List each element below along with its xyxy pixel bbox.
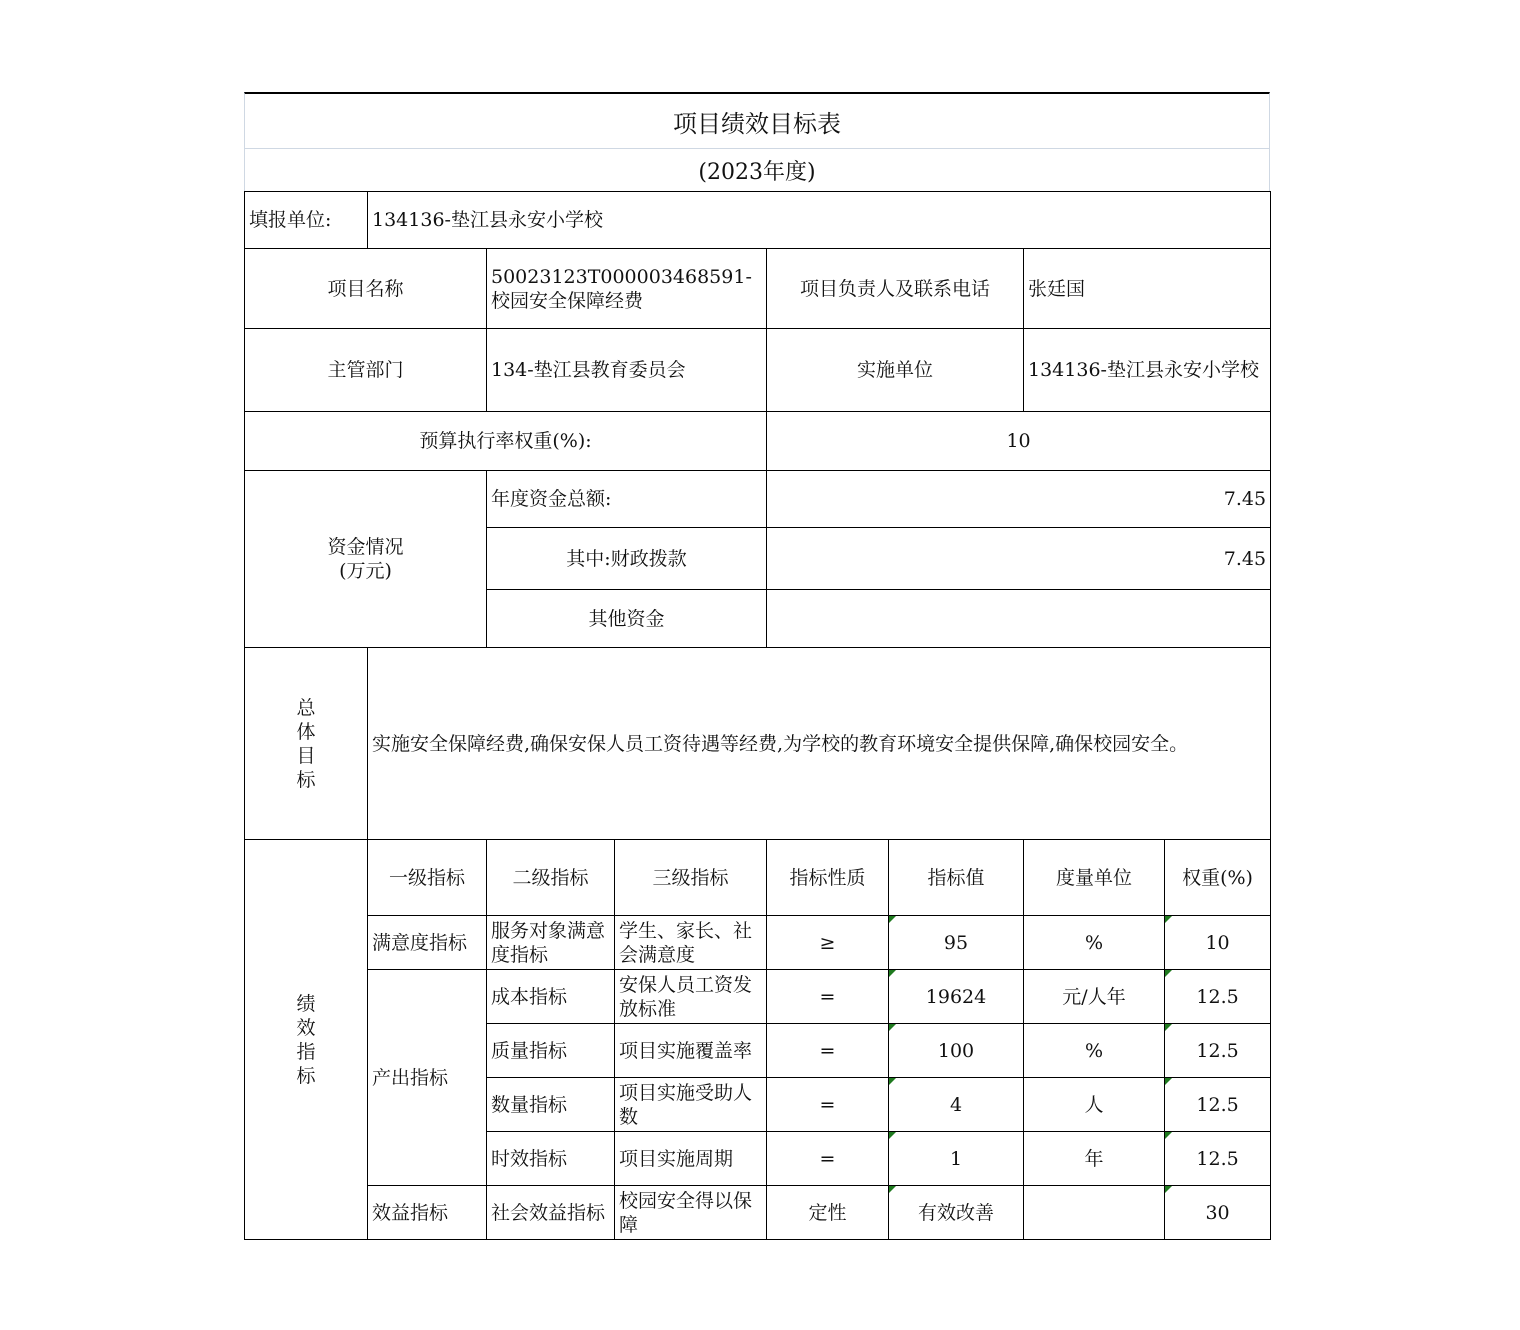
unit-cell: [1024, 1186, 1165, 1240]
goal-label: [245, 648, 368, 840]
value-cell: 1: [889, 1132, 1024, 1186]
indicators-label-char: 指: [296, 1040, 316, 1063]
nature-cell: =: [767, 970, 889, 1024]
table-row: [245, 916, 1271, 970]
level3-cell: 学生、家长、社会满意度: [615, 916, 767, 970]
nature-cell: =: [767, 1132, 889, 1186]
performance-target-sheet: [244, 92, 1270, 1240]
level1-cell: 效益指标: [368, 1186, 487, 1240]
unit-cell: %: [1024, 1024, 1165, 1078]
value-cell: 100: [889, 1024, 1024, 1078]
unit-cell: %: [1024, 916, 1165, 970]
weight-cell: 10: [1165, 916, 1271, 970]
funds-label-line2: (万元): [339, 560, 392, 582]
level3-cell: 项目实施周期: [615, 1132, 767, 1186]
level3-cell: 校园安全得以保障: [615, 1186, 767, 1240]
dept-value: 134-垫江县教育委员会: [487, 329, 767, 412]
fill-unit-value: 134136-垫江县永安小学校: [368, 192, 1271, 249]
value-cell: 4: [889, 1078, 1024, 1132]
indicators-label: [245, 840, 368, 1240]
goal-label-char: 标: [296, 768, 316, 791]
level2-cell: 成本指标: [487, 970, 615, 1024]
dept-label: 主管部门: [245, 329, 487, 412]
project-name-label: 项目名称: [245, 249, 487, 329]
goal-label-char: 体: [296, 720, 316, 743]
funds-label-line1: 资金情况: [327, 536, 404, 558]
funds-other-value: [767, 590, 1271, 648]
fill-unit-label: 填报单位:: [245, 192, 368, 249]
weight-cell: 12.5: [1165, 1078, 1271, 1132]
project-leader-value: 张廷国: [1024, 249, 1271, 329]
level1-cell: 产出指标: [368, 970, 487, 1186]
nature-cell: 定性: [767, 1186, 889, 1240]
nature-cell: ≥: [767, 916, 889, 970]
funds-total-label: 年度资金总额:: [487, 471, 767, 528]
header-unit: 度量单位: [1024, 840, 1165, 916]
level1-cell: 满意度指标: [368, 916, 487, 970]
level2-cell: 质量指标: [487, 1024, 615, 1078]
nature-cell: =: [767, 1078, 889, 1132]
goal-label-char: 总: [296, 696, 316, 719]
level2-cell: 社会效益指标: [487, 1186, 615, 1240]
funds-label: [245, 471, 487, 648]
weight-cell: 12.5: [1165, 1024, 1271, 1078]
value-cell: 95: [889, 916, 1024, 970]
funds-fiscal-label: 其中:财政拨款: [487, 528, 767, 590]
indicators-label-char: 效: [296, 1016, 316, 1039]
table-row: [245, 970, 1271, 1024]
budget-rate-label: 预算执行率权重(%):: [245, 412, 767, 471]
header-level3: 三级指标: [615, 840, 767, 916]
budget-rate-value: 10: [767, 412, 1271, 471]
target-table: [244, 191, 1271, 1240]
weight-cell: 12.5: [1165, 970, 1271, 1024]
year-subtitle: (2023年度): [244, 148, 1270, 191]
goal-text: 实施安全保障经费,确保安保人员工资待遇等经费,为学校的教育环境安全提供保障,确保校园安全。: [368, 648, 1271, 840]
level2-cell: 时效指标: [487, 1132, 615, 1186]
impl-unit-label: 实施单位: [767, 329, 1024, 412]
goal-label-char: 目: [296, 744, 316, 767]
indicators-label-char: 绩: [296, 992, 316, 1015]
header-value: 指标值: [889, 840, 1024, 916]
funds-total-value: 7.45: [767, 471, 1271, 528]
unit-cell: 年: [1024, 1132, 1165, 1186]
header-level2: 二级指标: [487, 840, 615, 916]
level2-cell: 数量指标: [487, 1078, 615, 1132]
unit-cell: 人: [1024, 1078, 1165, 1132]
header-nature: 指标性质: [767, 840, 889, 916]
level3-cell: 项目实施受助人数: [615, 1078, 767, 1132]
value-cell: 19624: [889, 970, 1024, 1024]
nature-cell: =: [767, 1024, 889, 1078]
project-leader-label: 项目负责人及联系电话: [767, 249, 1024, 329]
header-level1: 一级指标: [368, 840, 487, 916]
weight-cell: 12.5: [1165, 1132, 1271, 1186]
level2-cell: 服务对象满意度指标: [487, 916, 615, 970]
indicators-label-char: 标: [296, 1064, 316, 1087]
weight-cell: 30: [1165, 1186, 1271, 1240]
level3-cell: 安保人员工资发放标准: [615, 970, 767, 1024]
funds-other-label: 其他资金: [487, 590, 767, 648]
project-name-value: 50023123T000003468591-校园安全保障经费: [487, 249, 767, 329]
table-row: [245, 1186, 1271, 1240]
funds-fiscal-value: 7.45: [767, 528, 1271, 590]
impl-unit-value: 134136-垫江县永安小学校: [1024, 329, 1271, 412]
page-title: 项目绩效目标表: [244, 92, 1270, 148]
level3-cell: 项目实施覆盖率: [615, 1024, 767, 1078]
unit-cell: 元/人年: [1024, 970, 1165, 1024]
value-cell: 有效改善: [889, 1186, 1024, 1240]
header-weight: 权重(%): [1165, 840, 1271, 916]
